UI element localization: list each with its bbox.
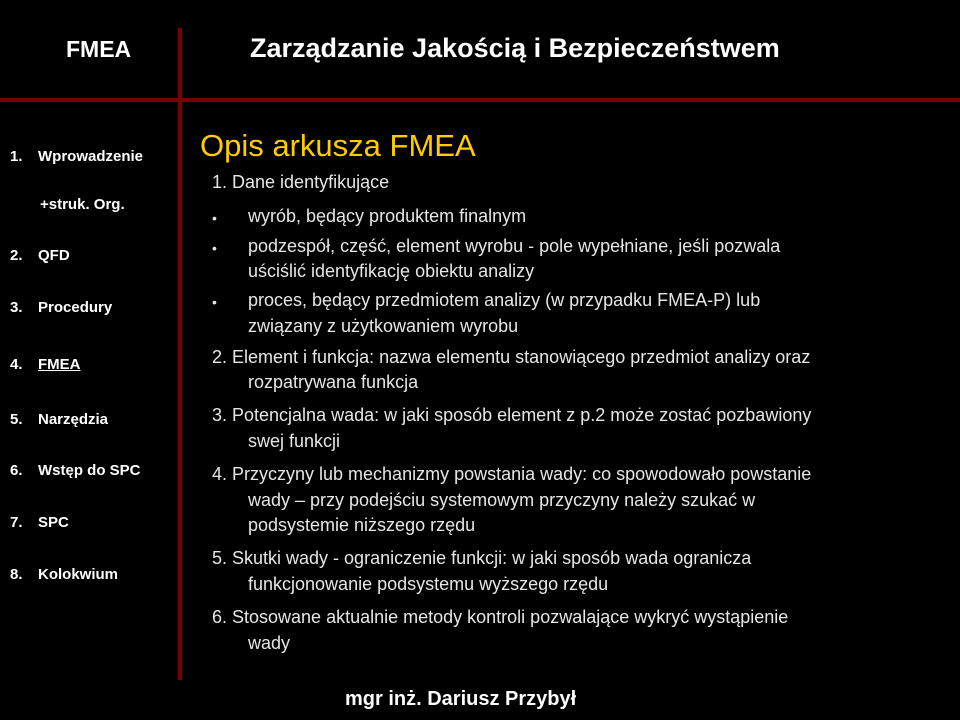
bullet-icon: • [212,240,217,256]
sidebar-item-wstep-do-spc[interactable] [10,462,175,479]
list-item: 3. Potencjalna wada: w jaki sposób element z p.2 może zostać pozbawiony [212,405,812,425]
sidebar-item-label: Kolokwium [38,566,119,583]
list-item-continuation: rozpatrywana funkcja [248,372,419,392]
sidebar-item-struk-org[interactable] [40,196,205,213]
list-item: 2. Element i funkcja: nazwa elementu stanowiącego przedmiot analizy oraz [212,347,811,367]
page-title: Opis arkusza FMEA [200,128,476,163]
sidebar-item-label: Procedury [38,299,113,316]
sidebar-item-fmea[interactable] [10,356,175,373]
sidebar-item-procedury[interactable] [10,299,175,316]
sidebar-item-number: 7. [10,514,23,531]
list-item-continuation: związany z użytkowaniem wyrobu [248,316,519,336]
list-item: wyrób, będący produktem finalnym [248,206,527,226]
sidebar-item-label: Narzędzia [38,411,109,428]
list-item: proces, będący przedmiotem analizy (w przypadku FMEA-P) lub [248,290,761,310]
divider-vertical [178,28,182,680]
sidebar-item-narzedzia[interactable] [10,411,175,428]
sidebar-item-label: Wstęp do SPC [38,462,141,479]
sidebar-item-label: SPC [38,514,69,531]
sidebar-item-number: 5. [10,411,23,428]
sidebar-item-qfd[interactable] [10,247,175,264]
list-item: 5. Skutki wady - ograniczenie funkcji: w jaki sposób wada ogranicza [212,548,752,568]
footer-author: mgr inż. Dariusz Przybył [345,688,577,710]
list-item-continuation: podsystemie niższego rzędu [248,515,476,535]
header-title: Zarządzanie Jakością i Bezpieczeństwem [250,33,780,63]
sidebar-item-spc[interactable] [10,514,175,531]
list-item-continuation: funkcjonowanie podsystemu wyższego rzędu [248,574,609,594]
sidebar-item-number: 1. [10,148,23,165]
list-item-continuation: uściślić identyfikację obiektu analizy [248,261,535,281]
bullet-icon: • [212,210,217,226]
sidebar-item-number: 6. [10,462,23,479]
list-item: 6. Stosowane aktualnie metody kontroli pozwalające wykryć wystąpienie [212,607,789,627]
bullet-icon: • [212,294,217,310]
sidebar-item-label: QFD [38,247,70,264]
sidebar-item-number: 2. [10,247,23,264]
list-item-continuation: wady [248,633,291,653]
sidebar-item-number: 8. [10,566,23,583]
list-item-heading: 1. Dane identyfikujące [212,172,390,192]
list-item: podzespół, część, element wyrobu - pole wypełniane, jeśli pozwala [248,236,781,256]
sidebar-item-kolokwium[interactable] [10,566,175,583]
list-item: 4. Przyczyny lub mechanizmy powstania wady: co spowodowało powstanie [212,464,812,484]
header-fmea-label: FMEA [66,36,132,62]
sidebar-item-number: 4. [10,356,23,373]
list-item-continuation: swej funkcji [248,431,341,451]
list-item-continuation: wady – przy podejściu systemowym przyczyny należy szukać w [248,490,756,510]
sidebar-item-label: +struk. Org. [40,196,125,213]
sidebar-item-label: FMEA [38,356,81,373]
divider-horizontal [0,98,960,102]
sidebar-item-number: 3. [10,299,23,316]
sidebar-item-label: Wprowadzenie [38,148,144,165]
sidebar-item-wprowadzenie[interactable] [10,148,175,165]
